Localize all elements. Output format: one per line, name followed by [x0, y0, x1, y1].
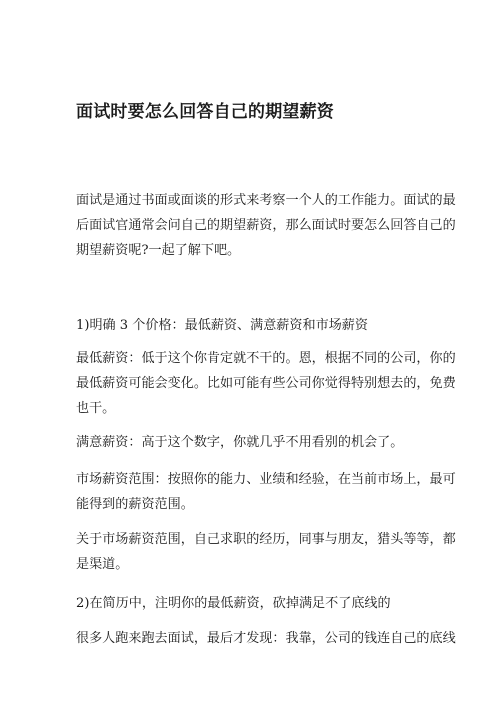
min-salary-line-2: 最低薪资可能会变化。比如可能有些公司你觉得特别想去的，免费	[76, 376, 456, 391]
market-range-paragraph	[76, 467, 456, 517]
min-salary-line-1: 最低薪资：低于这个你肯定就不干的。恩，根据不同的公司，你的	[76, 351, 456, 366]
market-range-line-1: 市场薪资范围：按照你的能力、业绩和经验，在当前市场上，最可	[76, 472, 456, 487]
intro-line-1: 面试是通过书面或面谈的形式来考察一个人的工作能力。面试的最	[76, 193, 456, 208]
satisfied-salary-paragraph	[76, 430, 421, 455]
section1-heading-text: 1)明确 3 个价格：最低薪资、满意薪资和市场薪资	[76, 318, 368, 333]
section2-heading	[76, 591, 421, 616]
intro-line-2: 后面试官通常会问自己的期望薪资，那么面试时要怎么回答自己的	[76, 218, 456, 233]
min-salary-line-3: 也干。	[76, 401, 116, 416]
document-title: 面试时要怎么回答自己的期望薪资	[76, 102, 334, 122]
intro-paragraph	[76, 188, 456, 263]
section2-heading-text: 2)在简历中，注明你的最低薪资，砍掉满足不了底线的	[76, 596, 391, 611]
min-salary-paragraph	[76, 346, 456, 421]
market-range-line-2: 能得到的薪资范围。	[76, 497, 194, 512]
satisfied-salary-line-1: 满意薪资：高于这个数字，你就几乎不用看别的机会了。	[76, 435, 404, 450]
last-paragraph-line-1: 很多人跑来跑去面试，最后才发现：我靠，公司的钱连自己的底线	[76, 631, 456, 646]
section1-heading	[76, 313, 421, 338]
about-market-line-1: 关于市场薪资范围，自己求职的经历，同事与朋友，猎头等等，都	[76, 532, 456, 547]
intro-line-3: 期望薪资呢?一起了解下吧。	[76, 243, 241, 258]
about-market-line-2: 是渠道。	[76, 557, 129, 572]
last-paragraph	[76, 626, 456, 651]
about-market-paragraph	[76, 527, 456, 577]
